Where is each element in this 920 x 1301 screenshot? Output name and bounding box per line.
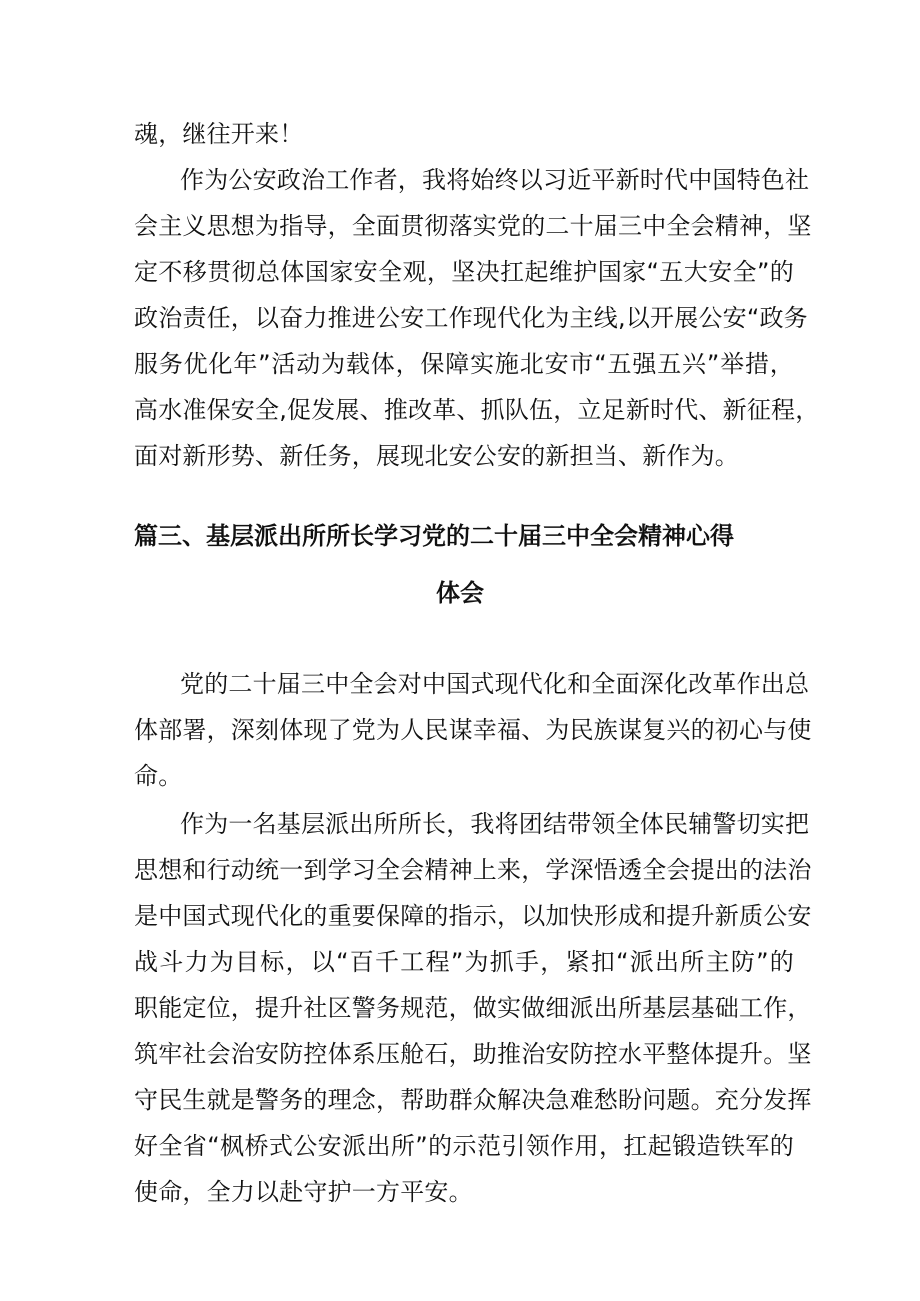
paragraph-line: 作为一名基层派出所所长，我将团结带领全体民辅警切实把 [180,810,810,838]
paragraph-line: 是中国式现代化的重要保障的指示，以加快形成和提升新质公安 [134,902,812,930]
paragraph-line: 战斗力为目标，以“百千工程”为抓手，紧扣“派出所主防”的 [134,948,794,976]
paragraph-line: 职能定位，提升社区警务规范，做实做细派出所基层基础工作， [134,994,812,1022]
paragraph-line: 魂，继往开来！ [134,120,304,148]
section-heading: 篇三、基层派出所所长学习党的二十届三中全会精神心得 [134,522,734,550]
paragraph-line: 思想和行动统一到学习全会精神上来，学深悟透全会提出的法治 [134,856,812,884]
paragraph-line: 作为公安政治工作者，我将始终以习近平新时代中国特色社 [180,166,810,194]
section-heading-continued: 体会 [436,579,484,607]
paragraph-line: 使命，全力以赴守护一方平安。 [134,1178,473,1206]
paragraph-line: 高水准保安全,促发展、推改革、抓队伍，立足新时代、新征程， [134,396,820,424]
paragraph-line: 服务优化年”活动为载体，保障实施北安市“五强五兴”举措， [134,350,794,378]
paragraph-line: 命。 [134,762,183,790]
paragraph-line: 体部署，深刻体现了党为人民谋幸福、为民族谋复兴的初心与使 [134,716,812,744]
paragraph-line: 会主义思想为指导，全面贯彻落实党的二十届三中全会精神，坚 [134,212,812,240]
paragraph-line: 定不移贯彻总体国家安全观，坚决扛起维护国家“五大安全”的 [134,258,794,286]
paragraph-line: 筑牢社会治安防控体系压舱石，助推治安防控水平整体提升。坚 [134,1040,812,1068]
paragraph-line: 党的二十届三中全会对中国式现代化和全面深化改革作出总 [180,670,810,698]
paragraph-line: 政治责任，以奋力推进公安工作现代化为主线,以开展公安“政务 [134,304,808,332]
paragraph-line: 面对新形势、新任务，展现北安公安的新担当、新作为。 [134,442,739,470]
paragraph-line: 守民生就是警务的理念，帮助群众解决急难愁盼问题。充分发挥 [134,1086,812,1114]
paragraph-line: 好全省“枫桥式公安派出所”的示范引领作用，扛起锻造铁军的 [134,1132,794,1160]
